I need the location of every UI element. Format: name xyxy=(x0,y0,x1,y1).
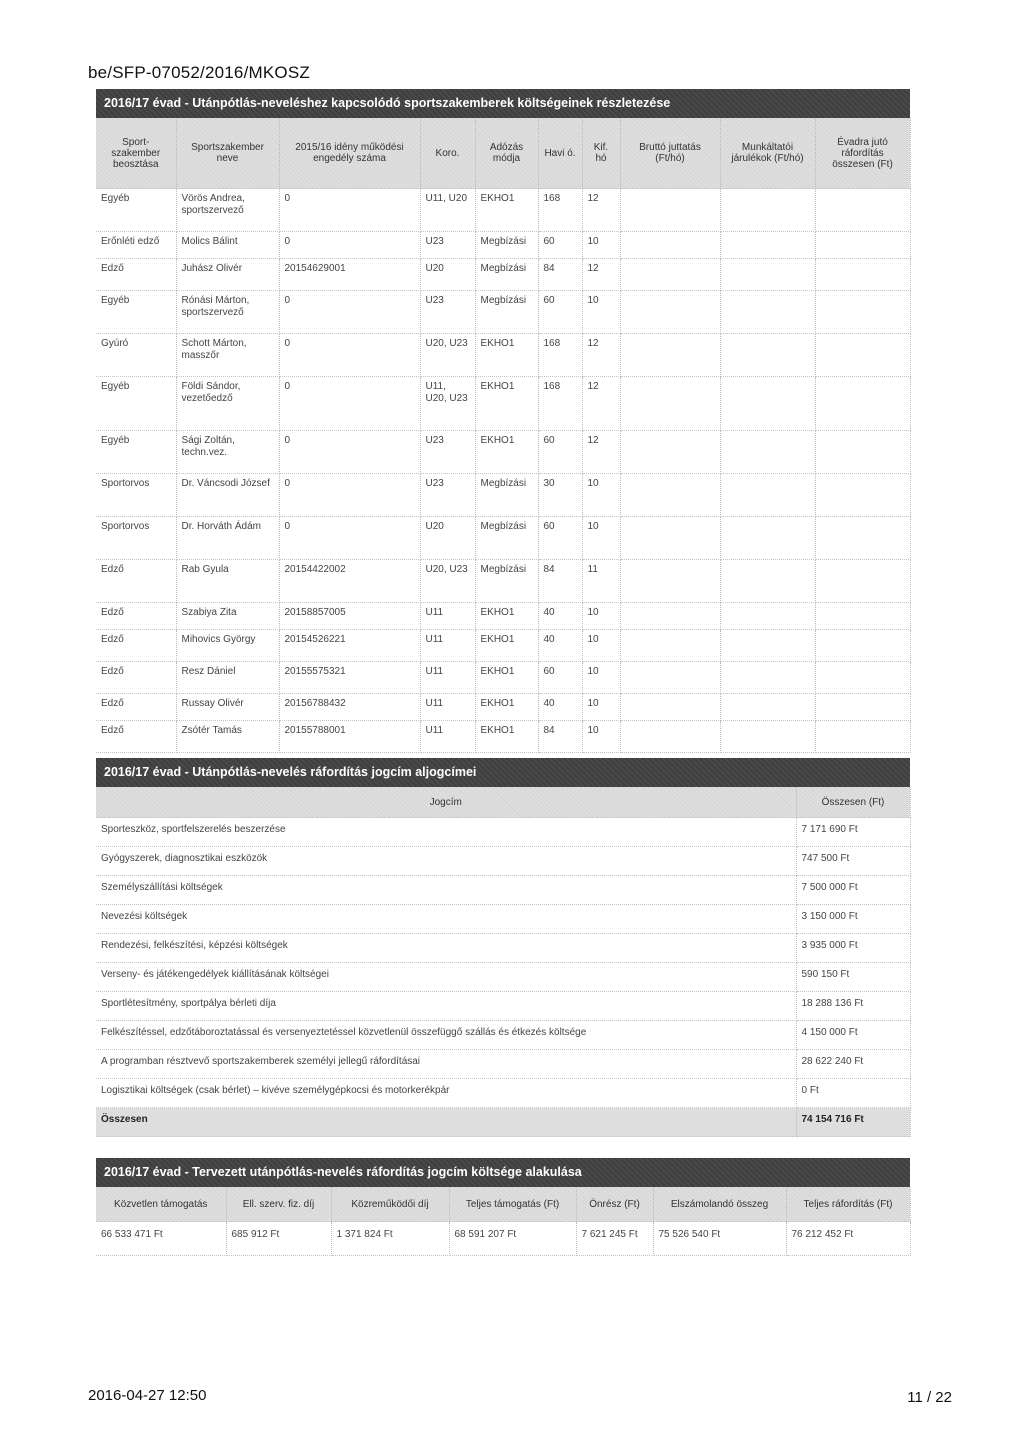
cost-amount: 7 171 690 Ft xyxy=(796,818,910,847)
staff-cell-tax: EKHO1 xyxy=(475,189,538,232)
cost-row xyxy=(96,847,910,876)
staff-row xyxy=(96,232,910,259)
staff-cell-role: Edző xyxy=(96,662,176,694)
staff-cell-name: Szabiya Zita xyxy=(176,603,279,630)
staff-cell-age: U23 xyxy=(420,291,475,334)
staff-cell-total xyxy=(815,431,910,474)
planned-header-cell: Ell. szerv. fiz. díj xyxy=(226,1187,331,1222)
staff-row xyxy=(96,291,910,334)
staff-cell-months: 10 xyxy=(582,474,620,517)
cost-total-amount: 74 154 716 Ft xyxy=(796,1108,910,1137)
staff-cell-total xyxy=(815,662,910,694)
staff-cell-gross xyxy=(620,232,720,259)
staff-cell-gross xyxy=(620,630,720,662)
staff-cell-age: U23 xyxy=(420,431,475,474)
print-datetime: 2016-04-27 12:50 xyxy=(88,1387,207,1404)
staff-row xyxy=(96,662,910,694)
planned-table-header xyxy=(96,1187,910,1222)
staff-row xyxy=(96,560,910,603)
planned-value-cell: 7 621 245 Ft xyxy=(576,1222,653,1256)
staff-cell-months: 10 xyxy=(582,517,620,560)
staff-cell-age: U20 xyxy=(420,259,475,291)
cost-row xyxy=(96,1021,910,1050)
staff-cell-employer xyxy=(720,377,815,431)
staff-cell-name: Rab Gyula xyxy=(176,560,279,603)
staff-cell-license: 0 xyxy=(279,377,420,431)
header-osszesen: Összesen (Ft) xyxy=(796,787,910,818)
staff-cell-employer xyxy=(720,334,815,377)
staff-cell-total xyxy=(815,474,910,517)
cost-amount: 3 150 000 Ft xyxy=(796,905,910,934)
staff-cell-license: 20158857005 xyxy=(279,603,420,630)
cost-amount: 28 622 240 Ft xyxy=(796,1050,910,1079)
staff-cell-name: Russay Olivér xyxy=(176,694,279,721)
staff-cell-employer xyxy=(720,259,815,291)
staff-header-cell: 2015/16 idény működési engedély száma xyxy=(279,118,420,189)
staff-cell-gross xyxy=(620,603,720,630)
staff-cell-role: Egyéb xyxy=(96,377,176,431)
staff-row xyxy=(96,474,910,517)
staff-cell-age: U23 xyxy=(420,232,475,259)
staff-cell-age: U11 xyxy=(420,603,475,630)
staff-cell-name: Dr. Váncsodi József xyxy=(176,474,279,517)
staff-cell-name: Dr. Horváth Ádám xyxy=(176,517,279,560)
planned-table-row xyxy=(96,1222,910,1256)
staff-cell-name: Rónási Márton, sportszervező xyxy=(176,291,279,334)
staff-cell-months: 10 xyxy=(582,630,620,662)
cost-row xyxy=(96,992,910,1021)
staff-row xyxy=(96,630,910,662)
staff-cell-gross xyxy=(620,291,720,334)
planned-header-cell: Közvetlen támogatás xyxy=(96,1187,226,1222)
staff-cell-employer xyxy=(720,603,815,630)
staff-cell-license: 0 xyxy=(279,517,420,560)
staff-cell-name: Molics Bálint xyxy=(176,232,279,259)
staff-cell-employer xyxy=(720,694,815,721)
staff-cell-name: Mihovics György xyxy=(176,630,279,662)
staff-cell-license: 20155575321 xyxy=(279,662,420,694)
staff-cell-tax: Megbízási xyxy=(475,232,538,259)
staff-cell-age: U20, U23 xyxy=(420,334,475,377)
staff-cell-total xyxy=(815,377,910,431)
staff-header-cell: Évadra jutó ráfordítás összesen (Ft) xyxy=(815,118,910,189)
planned-header-cell: Elszámolandó összeg xyxy=(653,1187,786,1222)
staff-cell-gross xyxy=(620,431,720,474)
cost-amount: 0 Ft xyxy=(796,1079,910,1108)
staff-cell-employer xyxy=(720,474,815,517)
staff-cell-name: Schott Márton, masszőr xyxy=(176,334,279,377)
planned-value-cell: 75 526 540 Ft xyxy=(653,1222,786,1256)
staff-cell-age: U11, U20 xyxy=(420,189,475,232)
cost-label: Sporteszköz, sportfelszerelés beszerzése xyxy=(96,818,796,847)
staff-cell-tax: Megbízási xyxy=(475,474,538,517)
staff-cell-license: 20155788001 xyxy=(279,721,420,753)
cost-amount: 3 935 000 Ft xyxy=(796,934,910,963)
cost-row xyxy=(96,1050,910,1079)
cost-label: Gyógyszerek, diagnosztikai eszközök xyxy=(96,847,796,876)
staff-header-cell: Bruttó juttatás (Ft/hó) xyxy=(620,118,720,189)
staff-cell-months: 11 xyxy=(582,560,620,603)
staff-cell-total xyxy=(815,721,910,753)
staff-cell-hours: 168 xyxy=(538,334,582,377)
staff-header-cell: Munkáltatói járulékok (Ft/hó) xyxy=(720,118,815,189)
staff-cell-gross xyxy=(620,517,720,560)
staff-cell-name: Vörös Andrea, sportszervező xyxy=(176,189,279,232)
planned-header-cell: Önrész (Ft) xyxy=(576,1187,653,1222)
staff-cell-employer xyxy=(720,291,815,334)
staff-header-cell: Havi ó. xyxy=(538,118,582,189)
staff-costs-section xyxy=(96,89,910,753)
staff-cell-tax: EKHO1 xyxy=(475,630,538,662)
staff-cell-role: Egyéb xyxy=(96,189,176,232)
cost-categories-section xyxy=(96,758,910,1137)
staff-cell-total xyxy=(815,189,910,232)
staff-section-title: 2016/17 évad - Utánpótlás-neveléshez kapcsolódó sportszakemberek költségeinek részletezése xyxy=(96,89,910,118)
staff-cell-age: U11 xyxy=(420,630,475,662)
staff-cell-license: 20154422002 xyxy=(279,560,420,603)
cost-label: Rendezési, felkészítési, képzési költségek xyxy=(96,934,796,963)
staff-cell-name: Zsótér Tamás xyxy=(176,721,279,753)
staff-cell-tax: EKHO1 xyxy=(475,603,538,630)
cost-row xyxy=(96,963,910,992)
staff-cell-tax: EKHO1 xyxy=(475,377,538,431)
staff-cell-tax: EKHO1 xyxy=(475,694,538,721)
staff-cell-months: 12 xyxy=(582,189,620,232)
cost-row xyxy=(96,905,910,934)
document-reference: be/SFP-07052/2016/MKOSZ xyxy=(88,63,310,82)
staff-cell-employer xyxy=(720,431,815,474)
staff-cell-employer xyxy=(720,721,815,753)
staff-cell-months: 12 xyxy=(582,431,620,474)
staff-cell-name: Sági Zoltán, techn.vez. xyxy=(176,431,279,474)
planned-value-cell: 68 591 207 Ft xyxy=(449,1222,576,1256)
cost-amount: 18 288 136 Ft xyxy=(796,992,910,1021)
staff-cell-hours: 60 xyxy=(538,232,582,259)
staff-cell-total xyxy=(815,334,910,377)
staff-cell-employer xyxy=(720,662,815,694)
staff-cell-total xyxy=(815,259,910,291)
staff-cell-total xyxy=(815,560,910,603)
staff-cell-total xyxy=(815,232,910,259)
staff-cell-hours: 168 xyxy=(538,189,582,232)
staff-cell-hours: 60 xyxy=(538,291,582,334)
staff-cell-months: 10 xyxy=(582,694,620,721)
staff-cell-gross xyxy=(620,377,720,431)
staff-cell-total xyxy=(815,630,910,662)
staff-cell-license: 0 xyxy=(279,431,420,474)
planned-header-cell: Közreműködői díj xyxy=(331,1187,449,1222)
cost-amount: 590 150 Ft xyxy=(796,963,910,992)
cost-label: A programban résztvevő sportszakemberek személyi jellegű ráfordításai xyxy=(96,1050,796,1079)
staff-cell-name: Resz Dániel xyxy=(176,662,279,694)
staff-cell-hours: 30 xyxy=(538,474,582,517)
cost-row xyxy=(96,818,910,847)
staff-cell-age: U11 xyxy=(420,662,475,694)
planned-header-cell: Teljes ráfordítás (Ft) xyxy=(786,1187,910,1222)
staff-row xyxy=(96,517,910,560)
staff-cell-gross xyxy=(620,694,720,721)
staff-cell-license: 20154629001 xyxy=(279,259,420,291)
planned-value-cell: 685 912 Ft xyxy=(226,1222,331,1256)
staff-row xyxy=(96,721,910,753)
staff-cell-months: 10 xyxy=(582,291,620,334)
cost-label: Felkészítéssel, edzőtáboroztatással és versenyeztetéssel közvetlenül összefüggő szállás és étkezés költsége xyxy=(96,1021,796,1050)
staff-cell-gross xyxy=(620,334,720,377)
staff-cell-role: Edző xyxy=(96,721,176,753)
staff-cell-tax: Megbízási xyxy=(475,291,538,334)
staff-row xyxy=(96,603,910,630)
staff-cell-employer xyxy=(720,560,815,603)
planned-value-cell: 1 371 824 Ft xyxy=(331,1222,449,1256)
staff-cell-tax: Megbízási xyxy=(475,259,538,291)
staff-cell-age: U23 xyxy=(420,474,475,517)
cost-row xyxy=(96,934,910,963)
staff-cell-role: Sportorvos xyxy=(96,517,176,560)
staff-cell-total xyxy=(815,603,910,630)
cost-table xyxy=(96,787,911,1137)
staff-cell-license: 20154526221 xyxy=(279,630,420,662)
staff-cell-tax: EKHO1 xyxy=(475,334,538,377)
staff-cell-age: U11 xyxy=(420,694,475,721)
staff-row xyxy=(96,259,910,291)
header-jogcim: Jogcím xyxy=(96,787,796,818)
staff-row xyxy=(96,189,910,232)
staff-row xyxy=(96,377,910,431)
staff-cell-total xyxy=(815,517,910,560)
cost-total-row xyxy=(96,1108,910,1137)
staff-row xyxy=(96,431,910,474)
staff-table-header xyxy=(96,118,910,189)
planned-header-cell: Teljes támogatás (Ft) xyxy=(449,1187,576,1222)
staff-cell-months: 10 xyxy=(582,662,620,694)
cost-section-title: 2016/17 évad - Utánpótlás-nevelés ráfordítás jogcím aljogcímei xyxy=(96,758,910,787)
staff-cell-role: Egyéb xyxy=(96,291,176,334)
cost-table-header xyxy=(96,787,910,818)
staff-cell-age: U20, U23 xyxy=(420,560,475,603)
staff-cell-hours: 84 xyxy=(538,721,582,753)
staff-cell-role: Egyéb xyxy=(96,431,176,474)
staff-cell-hours: 60 xyxy=(538,517,582,560)
staff-cell-role: Gyúró xyxy=(96,334,176,377)
staff-cell-tax: Megbízási xyxy=(475,517,538,560)
staff-table xyxy=(96,118,911,753)
staff-cell-license: 20156788432 xyxy=(279,694,420,721)
staff-cell-tax: EKHO1 xyxy=(475,431,538,474)
staff-cell-age: U11, U20, U23 xyxy=(420,377,475,431)
staff-cell-age: U20 xyxy=(420,517,475,560)
staff-cell-employer xyxy=(720,517,815,560)
staff-cell-months: 10 xyxy=(582,603,620,630)
staff-cell-total xyxy=(815,291,910,334)
cost-label: Logisztikai költségek (csak bérlet) – kivéve személygépkocsi és motorkerékpár xyxy=(96,1079,796,1108)
staff-cell-employer xyxy=(720,232,815,259)
staff-cell-tax: Megbízási xyxy=(475,560,538,603)
planned-section-title: 2016/17 évad - Tervezett utánpótlás-nevelés ráfordítás jogcím költsége alakulása xyxy=(96,1158,910,1187)
staff-cell-name: Földi Sándor, vezetőedző xyxy=(176,377,279,431)
staff-cell-role: Edző xyxy=(96,603,176,630)
staff-cell-gross xyxy=(620,259,720,291)
cost-amount: 7 500 000 Ft xyxy=(796,876,910,905)
staff-row xyxy=(96,334,910,377)
staff-cell-gross xyxy=(620,662,720,694)
staff-cell-tax: EKHO1 xyxy=(475,662,538,694)
staff-cell-employer xyxy=(720,189,815,232)
staff-header-cell: Sport-szakember beosztása xyxy=(96,118,176,189)
cost-amount: 4 150 000 Ft xyxy=(796,1021,910,1050)
staff-cell-gross xyxy=(620,560,720,603)
staff-cell-gross xyxy=(620,474,720,517)
staff-header-cell: Sportszakember neve xyxy=(176,118,279,189)
staff-cell-hours: 40 xyxy=(538,603,582,630)
staff-cell-months: 10 xyxy=(582,232,620,259)
staff-cell-months: 12 xyxy=(582,259,620,291)
staff-cell-hours: 168 xyxy=(538,377,582,431)
staff-cell-license: 0 xyxy=(279,232,420,259)
staff-cell-gross xyxy=(620,189,720,232)
staff-cell-hours: 40 xyxy=(538,694,582,721)
cost-label: Személyszállítási költségek xyxy=(96,876,796,905)
staff-cell-role: Edző xyxy=(96,560,176,603)
staff-cell-license: 0 xyxy=(279,334,420,377)
staff-cell-role: Edző xyxy=(96,630,176,662)
planned-value-cell: 66 533 471 Ft xyxy=(96,1222,226,1256)
cost-total-label: Összesen xyxy=(96,1108,796,1137)
planned-costs-section xyxy=(96,1158,910,1256)
staff-cell-hours: 84 xyxy=(538,560,582,603)
cost-label: Sportlétesítmény, sportpálya bérleti díja xyxy=(96,992,796,1021)
staff-cell-license: 0 xyxy=(279,189,420,232)
cost-label: Verseny- és játékengedélyek kiállításának költségei xyxy=(96,963,796,992)
staff-header-cell: Kif. hó xyxy=(582,118,620,189)
staff-header-cell: Koro. xyxy=(420,118,475,189)
staff-header-cell: Adózás módja xyxy=(475,118,538,189)
staff-cell-age: U11 xyxy=(420,721,475,753)
staff-cell-hours: 60 xyxy=(538,662,582,694)
staff-cell-name: Juhász Olivér xyxy=(176,259,279,291)
staff-cell-hours: 40 xyxy=(538,630,582,662)
cost-row xyxy=(96,1079,910,1108)
staff-cell-role: Erőnléti edző xyxy=(96,232,176,259)
staff-row xyxy=(96,694,910,721)
staff-cell-license: 0 xyxy=(279,474,420,517)
staff-cell-role: Edző xyxy=(96,694,176,721)
staff-cell-hours: 60 xyxy=(538,431,582,474)
planned-table xyxy=(96,1187,911,1256)
staff-cell-hours: 84 xyxy=(538,259,582,291)
cost-row xyxy=(96,876,910,905)
staff-cell-tax: EKHO1 xyxy=(475,721,538,753)
staff-cell-gross xyxy=(620,721,720,753)
staff-cell-role: Edző xyxy=(96,259,176,291)
staff-cell-months: 12 xyxy=(582,334,620,377)
cost-amount: 747 500 Ft xyxy=(796,847,910,876)
planned-value-cell: 76 212 452 Ft xyxy=(786,1222,910,1256)
staff-cell-employer xyxy=(720,630,815,662)
staff-cell-role: Sportorvos xyxy=(96,474,176,517)
staff-cell-total xyxy=(815,694,910,721)
staff-cell-license: 0 xyxy=(279,291,420,334)
page-number: 11 / 22 xyxy=(907,1389,952,1406)
cost-label: Nevezési költségek xyxy=(96,905,796,934)
staff-cell-months: 10 xyxy=(582,721,620,753)
staff-cell-months: 12 xyxy=(582,377,620,431)
